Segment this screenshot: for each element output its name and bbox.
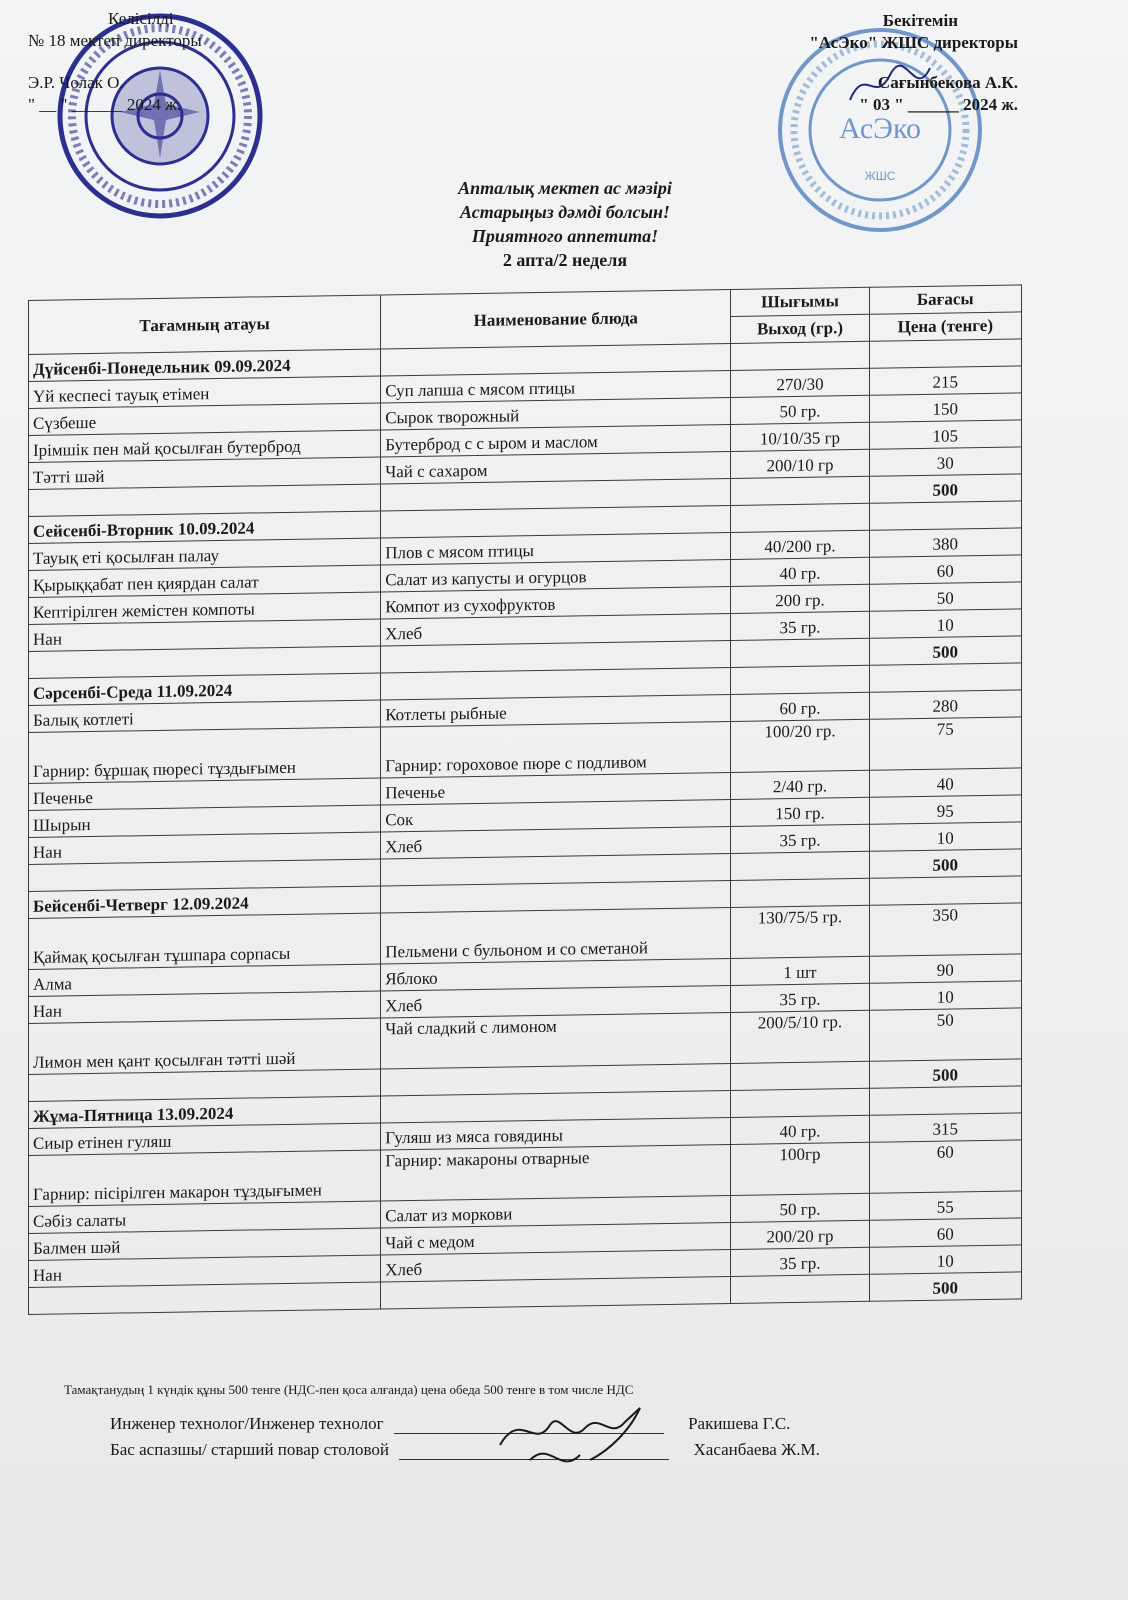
svg-text:ЖШС: ЖШС (864, 169, 896, 183)
dish-output: 200/10 гр (731, 449, 869, 478)
director-signature (845, 60, 935, 110)
dish-price: 90 (869, 954, 1021, 983)
dish-price: 40 (869, 768, 1021, 797)
week-label: 2 апта/2 неделя (502, 250, 628, 270)
empty-cell (731, 638, 869, 667)
title-kz: Апталық мектеп ас мәзірі (458, 178, 672, 198)
dish-price: 10 (869, 1245, 1021, 1274)
day-title: Бейсенбі-Четверг 12.09.2024 (29, 886, 381, 919)
dish-price: 75 (869, 717, 1021, 770)
empty-cell (731, 878, 869, 907)
dish-name-kz: Нан (29, 1255, 381, 1288)
dish-output: 200/5/10 гр. (731, 1010, 869, 1063)
dish-output: 35 гр. (731, 824, 869, 853)
cook-name: Хасанбаева Ж.М. (693, 1440, 820, 1459)
dish-price: 150 (869, 393, 1021, 422)
empty-cell (869, 876, 1021, 905)
empty-cell (731, 1088, 869, 1117)
dish-name-kz: Сүзбеше (29, 403, 381, 436)
dish-output: 60 гр. (731, 692, 869, 721)
dish-name-kz: Үй кеспесі тауық етімен (29, 376, 381, 409)
dish-name-kz: Алма (29, 964, 381, 997)
dish-price: 95 (869, 795, 1021, 824)
header-price-ru: Цена (тенге) (869, 312, 1021, 341)
dish-name-kz: Кептірілген жемістен компоты (29, 592, 381, 625)
day-total: 500 (869, 474, 1021, 503)
dish-output: 10/10/35 гр (731, 422, 869, 451)
empty-cell (731, 341, 869, 370)
dish-price: 10 (869, 981, 1021, 1010)
dish-name-ru: Гарнир: макароны отварные (381, 1144, 731, 1201)
dish-output: 200 гр. (731, 584, 869, 613)
dish-price: 55 (869, 1191, 1021, 1220)
dish-output: 35 гр. (731, 611, 869, 640)
day-total: 500 (869, 636, 1021, 665)
dish-name-kz: Лимон мен қант қосылған тәтті шәй (29, 1018, 381, 1075)
dish-price: 10 (869, 822, 1021, 851)
company-director-title: "АсЭко" ЖШС директоры (809, 33, 1018, 52)
dish-price: 60 (869, 1140, 1021, 1193)
day-total: 500 (869, 1059, 1021, 1088)
menu-title (380, 176, 750, 272)
empty-cell (869, 339, 1021, 368)
dish-output: 40 гр. (731, 1115, 869, 1144)
signature-row-engineer (110, 1414, 790, 1434)
day-total: 500 (869, 1272, 1021, 1301)
dish-name-ru: Чай сладкий с лимоном (381, 1012, 731, 1069)
dish-price: 50 (869, 582, 1021, 611)
dish-name-kz: Нан (29, 832, 381, 865)
dish-name-ru: Печенье (381, 772, 731, 805)
dish-output: 40 гр. (731, 557, 869, 586)
header-ru-name: Наименование блюда (381, 289, 731, 349)
dish-name-kz: Шырын (29, 805, 381, 838)
engineer-name: Ракишева Г.С. (688, 1414, 791, 1433)
header-kz-name: Тағамның атауы (29, 295, 381, 355)
dish-name-kz: Тәтті шәй (29, 457, 381, 490)
dish-name-ru: Яблоко (381, 958, 731, 991)
dish-output: 2/40 гр. (731, 770, 869, 799)
agreed-date: " __ " ______ 2024 ж. (28, 95, 182, 114)
agreed-label: Келісілді (108, 9, 174, 28)
title-kz-wish: Астарыңыз дәмді болсын! (460, 202, 670, 222)
company-director-name: Сағынбекова А.К. (877, 73, 1018, 92)
dish-output: 40/200 гр. (731, 530, 869, 559)
day-total: 500 (869, 849, 1021, 878)
empty-cell (869, 1086, 1021, 1115)
price-note: Тамақтанудың 1 күндік құны 500 тенге (НДС-пен қоса алғанда) цена обеда 500 тенге в том числе НДС (64, 1382, 634, 1397)
handwritten-signature (490, 1400, 660, 1480)
dish-output: 50 гр. (731, 395, 869, 424)
dish-name-ru: Котлеты рыбные (381, 694, 731, 727)
dish-name-ru: Гуляш из мяса говядины (381, 1117, 731, 1150)
empty-cell (869, 663, 1021, 692)
dish-output: 270/30 (731, 368, 869, 397)
dish-name-kz: Сәбіз салаты (29, 1201, 381, 1234)
dish-price: 315 (869, 1113, 1021, 1142)
dish-name-kz: Гарнир: бұршақ пюресі тұздығымен (29, 727, 381, 784)
approved-date: " 03 " ______ 2024 ж. (859, 95, 1018, 114)
dish-price: 280 (869, 690, 1021, 719)
empty-cell (731, 503, 869, 532)
dish-name-ru: Салат из моркови (381, 1195, 731, 1228)
empty-cell (731, 1061, 869, 1090)
day-title: Дүйсенбі-Понедельник 09.09.2024 (29, 349, 381, 382)
dish-name-kz: Қаймақ қосылған тұшпара сорпасы (29, 913, 381, 970)
dish-name-ru: Плов с мясом птицы (381, 532, 731, 565)
approved-label: Бекітемін (882, 11, 958, 30)
dish-name-kz: Тауық еті қосылған палау (29, 538, 381, 571)
dish-name-ru: Компот из сухофруктов (381, 586, 731, 619)
title-ru-wish: Приятного аппетита! (471, 226, 659, 246)
dish-name-ru: Салат из капусты и огурцов (381, 559, 731, 592)
dish-price: 60 (869, 1218, 1021, 1247)
dish-output: 35 гр. (731, 983, 869, 1012)
empty-cell (731, 476, 869, 505)
dish-name-kz: Нан (29, 991, 381, 1024)
engineer-role: Инженер технолог/Инженер технолог (110, 1414, 384, 1433)
dish-name-ru: Пельмени с бульоном и со сметаной (381, 907, 731, 964)
dish-price: 30 (869, 447, 1021, 476)
dish-output: 200/20 гр (731, 1220, 869, 1249)
header-output-kz: Шығымы (731, 287, 869, 316)
header-price-kz: Бағасы (869, 285, 1021, 314)
dish-name-kz: Балық котлеті (29, 700, 381, 733)
header-output-ru: Выход (гр.) (731, 314, 869, 343)
dish-price: 215 (869, 366, 1021, 395)
dish-output: 130/75/5 гр. (731, 905, 869, 958)
dish-name-ru: Хлеб (381, 1249, 731, 1282)
signature-row-cook (110, 1440, 820, 1460)
empty-cell (29, 1282, 381, 1315)
cook-role: Бас аспазшы/ старший повар столовой (110, 1440, 390, 1459)
dish-output: 35 гр. (731, 1247, 869, 1276)
empty-cell (731, 1274, 869, 1303)
dish-price: 350 (869, 903, 1021, 956)
dish-price: 60 (869, 555, 1021, 584)
svg-text:АсЭко: АсЭко (838, 112, 922, 145)
dish-output: 1 шт (731, 956, 869, 985)
dish-name-kz: Балмен шәй (29, 1228, 381, 1261)
day-title: Сейсенбі-Вторник 10.09.2024 (29, 511, 381, 544)
dish-name-ru: Чай с медом (381, 1222, 731, 1255)
menu-body (29, 339, 1022, 1315)
menu-table (28, 284, 1022, 1315)
dish-price: 105 (869, 420, 1021, 449)
empty-cell (869, 501, 1021, 530)
dish-name-kz: Сиыр етінен гуляш (29, 1123, 381, 1156)
dish-name-ru: Хлеб (381, 985, 731, 1018)
school-director-title: № 18 мектеп директоры (28, 31, 202, 50)
dish-name-ru: Хлеб (381, 613, 731, 646)
agreed-block (28, 8, 328, 116)
dish-output: 100/20 гр. (731, 719, 869, 772)
day-title: Жұма-Пятница 13.09.2024 (29, 1096, 381, 1129)
dish-name-kz: Нан (29, 619, 381, 652)
dish-output: 100гр (731, 1142, 869, 1195)
dish-name-kz: Ірімшік пен май қосылған бутерброд (29, 430, 381, 463)
dish-name-kz: Гарнир: пісірілген макарон тұздығымен (29, 1150, 381, 1207)
empty-cell (731, 851, 869, 880)
dish-name-ru: Бутерброд с с ыром и маслом (381, 424, 731, 457)
dish-price: 380 (869, 528, 1021, 557)
dish-output: 50 гр. (731, 1193, 869, 1222)
empty-cell (731, 665, 869, 694)
dish-name-ru: Сок (381, 799, 731, 832)
dish-price: 10 (869, 609, 1021, 638)
dish-name-ru: Гарнир: гороховое пюре с подливом (381, 721, 731, 778)
dish-name-ru: Сырок творожный (381, 397, 731, 430)
dish-output: 150 гр. (731, 797, 869, 826)
dish-name-ru: Хлеб (381, 826, 731, 859)
dish-name-ru: Чай с сахаром (381, 451, 731, 484)
dish-price: 50 (869, 1008, 1021, 1061)
dish-name-kz: Печенье (29, 778, 381, 811)
dish-name-kz: Қырыққабат пен қиярдан салат (29, 565, 381, 598)
dish-name-ru: Суп лапша с мясом птицы (381, 370, 731, 403)
empty-cell (381, 1276, 731, 1309)
day-title: Сәрсенбі-Среда 11.09.2024 (29, 673, 381, 706)
school-director-name: Э.Р. Чолак О. (28, 73, 124, 92)
